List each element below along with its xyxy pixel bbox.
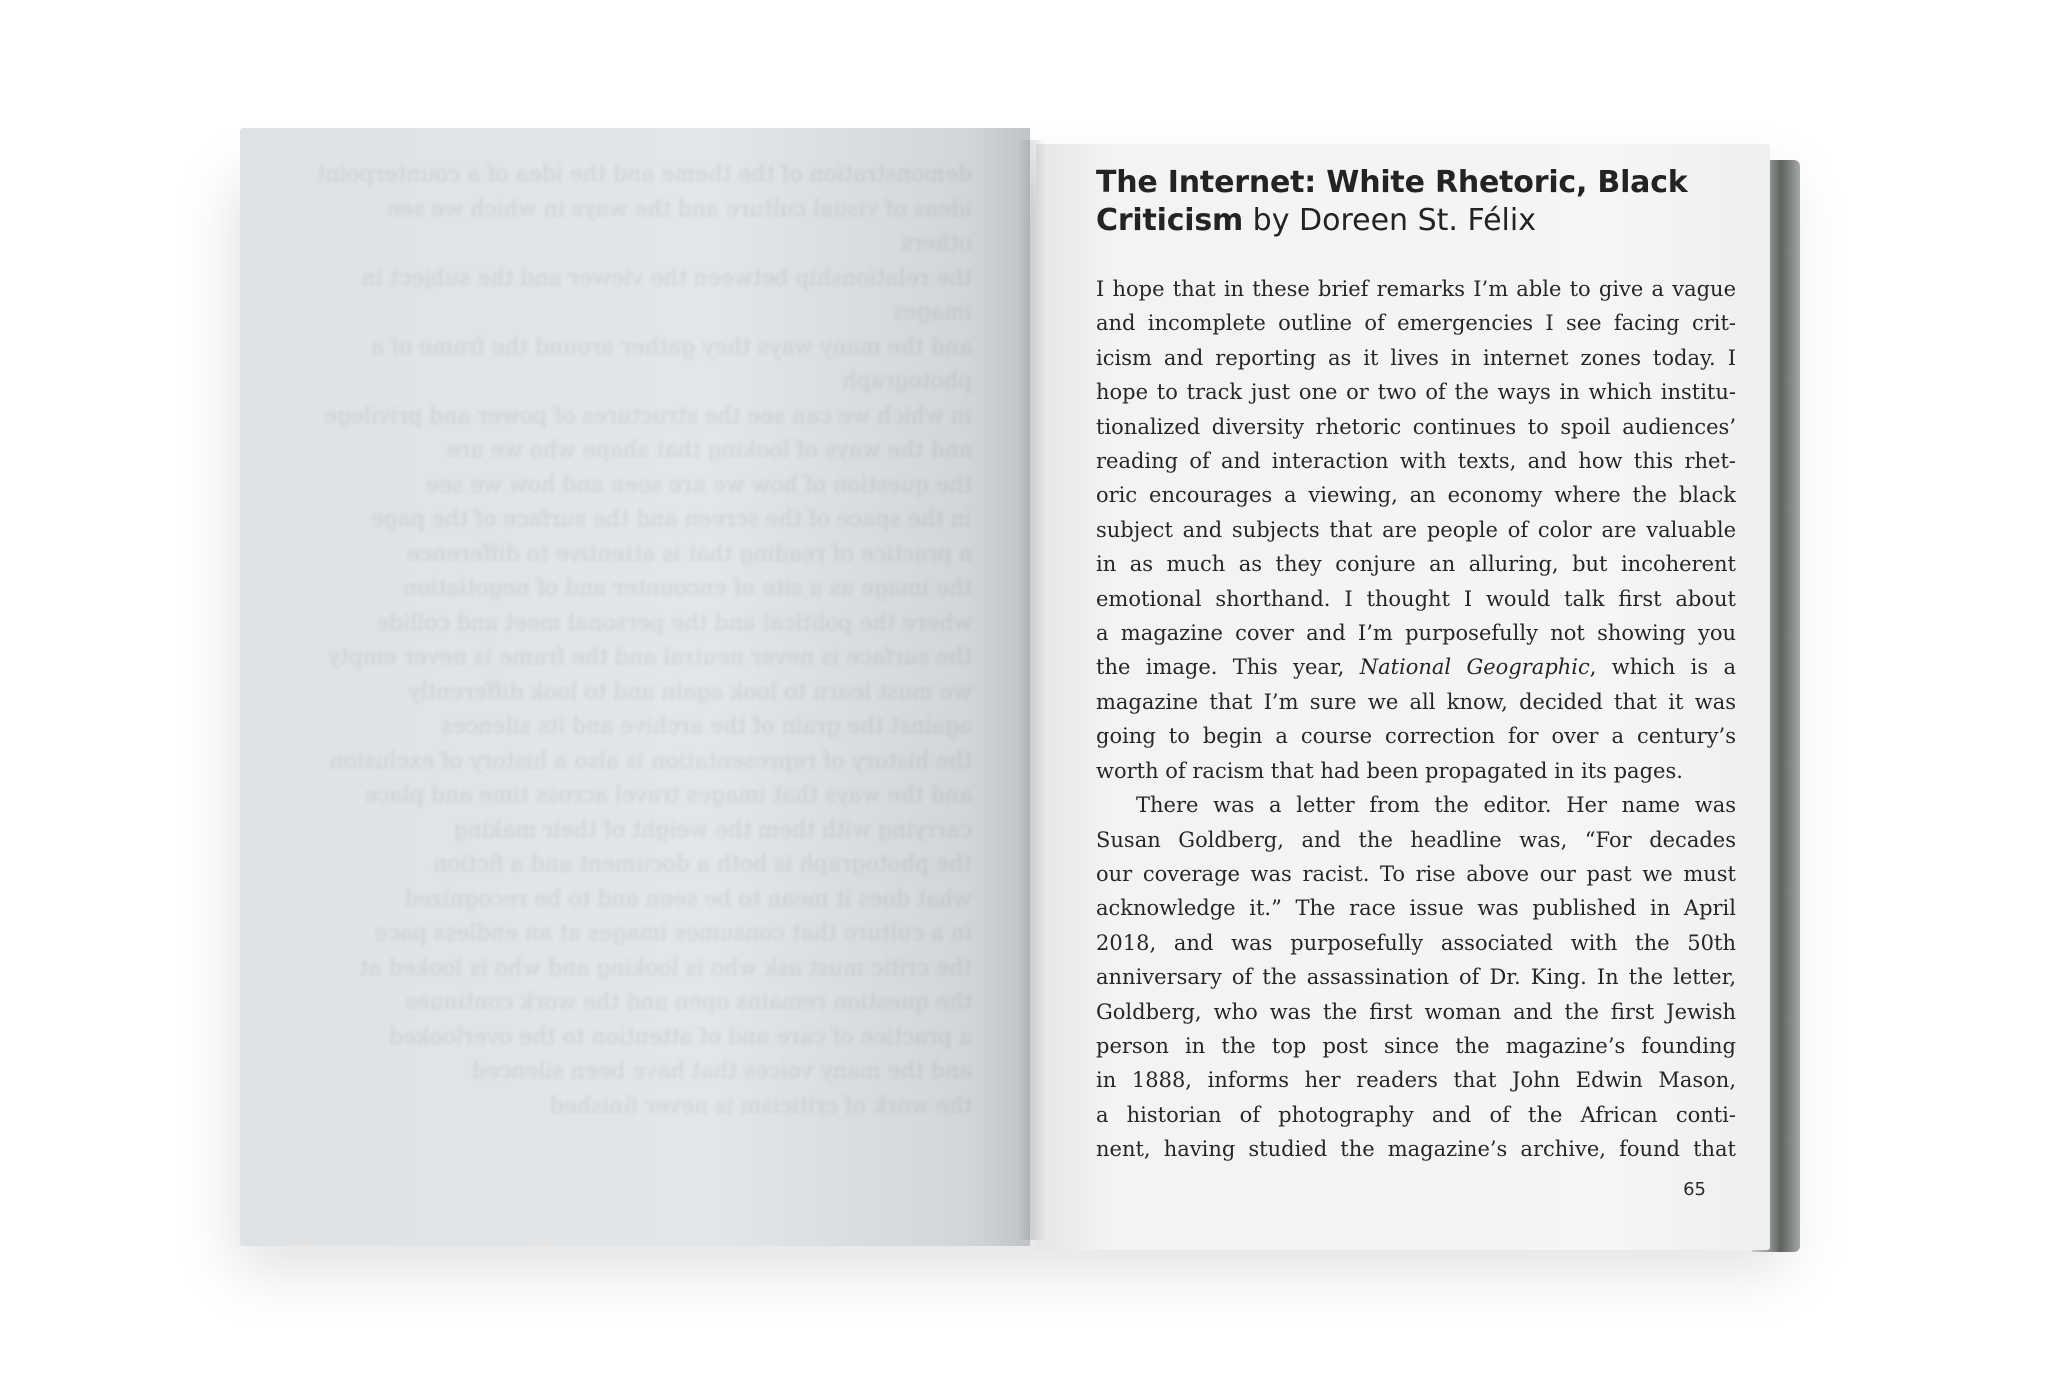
body-line: I hope that in these brief remarks I’m able to give a vague — [1096, 277, 1736, 301]
show-through-text — [312, 158, 972, 1124]
body-line: emotional shorthand. I thought I would talk first about — [1096, 586, 1736, 611]
page-number: 65 — [1683, 1179, 1706, 1200]
show-through-line: the critic must ask who is looking and who is looked at — [359, 955, 972, 981]
show-through-line: the question remains open and the work continues — [405, 990, 972, 1015]
show-through-line: and the many voices that have been silenced — [471, 1059, 972, 1084]
body-line: in as much as they conjure an alluring, but incoherent — [1096, 552, 1736, 577]
body-line: a magazine cover and I’m purposefully not showing you — [1096, 621, 1736, 646]
show-through-line: in which we can see the structures of power and privilege — [323, 403, 972, 429]
essay-body — [1096, 272, 1736, 1167]
essay-title-main: The Internet: White Rhetoric, Black Criticism — [1096, 165, 1688, 238]
right-page — [1036, 144, 1770, 1250]
body-line: person in the top post since the magazine’s founding — [1096, 1033, 1736, 1058]
essay-title — [1096, 164, 1736, 240]
body-line: our coverage was racist. To rise above our past we must — [1096, 861, 1736, 886]
body-line: reading of and interaction with texts, and how this rhet- — [1096, 449, 1736, 474]
show-through-line: the question of how we are seen and how we see — [425, 472, 972, 498]
body-line: 2018, and was purposefully associated with the 50th — [1096, 930, 1736, 955]
show-through-line: what does it mean to be seen and to be recognized — [404, 886, 972, 912]
show-through-line: a practice of care and of attention to the overlooked — [389, 1024, 972, 1050]
body-line: a historian of photography and of the African conti- — [1096, 1102, 1736, 1127]
body-line: in 1888, informs her readers that John Edwin Mason, — [1096, 1068, 1736, 1093]
show-through-line: in a culture that consumes images at an endless pace — [374, 921, 972, 946]
body-line: hope to track just one or two of the ways in which institu- — [1096, 380, 1736, 405]
show-through-line: where the political and the personal meet and collide — [375, 610, 972, 636]
show-through-line: carrying with them the weight of their making — [453, 817, 972, 843]
show-through-line: ideas of visual culture and the ways in which we see others — [387, 196, 972, 256]
show-through-line: a practice of reading that is attentive to difference — [406, 541, 972, 567]
show-through-line: in the space of the screen and the surface of the page — [370, 507, 972, 532]
show-through-line: the history of representation is also a history of exclusion — [329, 748, 972, 774]
body-line: the image. This year, National Geographic, which is a — [1096, 655, 1736, 680]
body-line: magazine that I’m sure we all know, decided that it was — [1096, 689, 1736, 714]
body-line: going to begin a course correction for over a century’s — [1096, 724, 1736, 749]
body-line: Susan Goldberg, and the headline was, “For decades — [1096, 827, 1736, 852]
show-through-line: we must learn to look again and to look differently — [407, 679, 972, 705]
show-through-line: demonstration of the theme and the idea of a counterpoint — [316, 162, 972, 187]
show-through-line: and the ways that images travel across time and place — [364, 783, 972, 808]
body-line: anniversary of the assassination of Dr. King. In the letter, — [1096, 965, 1736, 990]
show-through-line: the image as a site of encounter and of negotiation — [402, 576, 972, 601]
body-line: oric encourages a viewing, an economy where the black — [1096, 483, 1736, 508]
show-through-line: and the ways of looking that shape who we are — [447, 438, 972, 463]
show-through-line: the work of criticism is never finished — [549, 1093, 972, 1119]
show-through-line: the surface is never neutral and the frame is never empty — [327, 645, 972, 670]
show-through-line: the relationship between the viewer and the subject in images — [361, 265, 972, 325]
body-line: tionalized diversity rhetoric continues to spoil audiences’ — [1096, 414, 1736, 439]
body-line: worth of racism that had been propagated in its pages. — [1096, 758, 1683, 783]
show-through-line: and the many ways they gather around the frame of a photograph — [370, 334, 972, 394]
show-through-line: the photograph is both a document and a fiction — [433, 852, 972, 877]
body-line: nent, having studied the magazine’s archive, found that — [1096, 1137, 1736, 1162]
body-line: acknowledge it.” The race issue was published in April — [1096, 896, 1736, 921]
essay-author: by Doreen St. Félix — [1252, 203, 1536, 238]
body-line: There was a letter from the editor. Her name was — [1136, 793, 1736, 818]
left-page — [240, 128, 1030, 1246]
show-through-line: against the grain of the archive and its silences — [441, 714, 972, 739]
body-line: icism and reporting as it lives in internet zones today. I — [1096, 345, 1736, 370]
body-line: and incomplete outline of emergencies I see facing crit- — [1096, 311, 1736, 336]
book-gutter — [1018, 140, 1046, 1240]
body-line: subject and subjects that are people of color are valuable — [1096, 517, 1736, 542]
body-line: Goldberg, who was the first woman and the first Jewish — [1096, 999, 1736, 1024]
